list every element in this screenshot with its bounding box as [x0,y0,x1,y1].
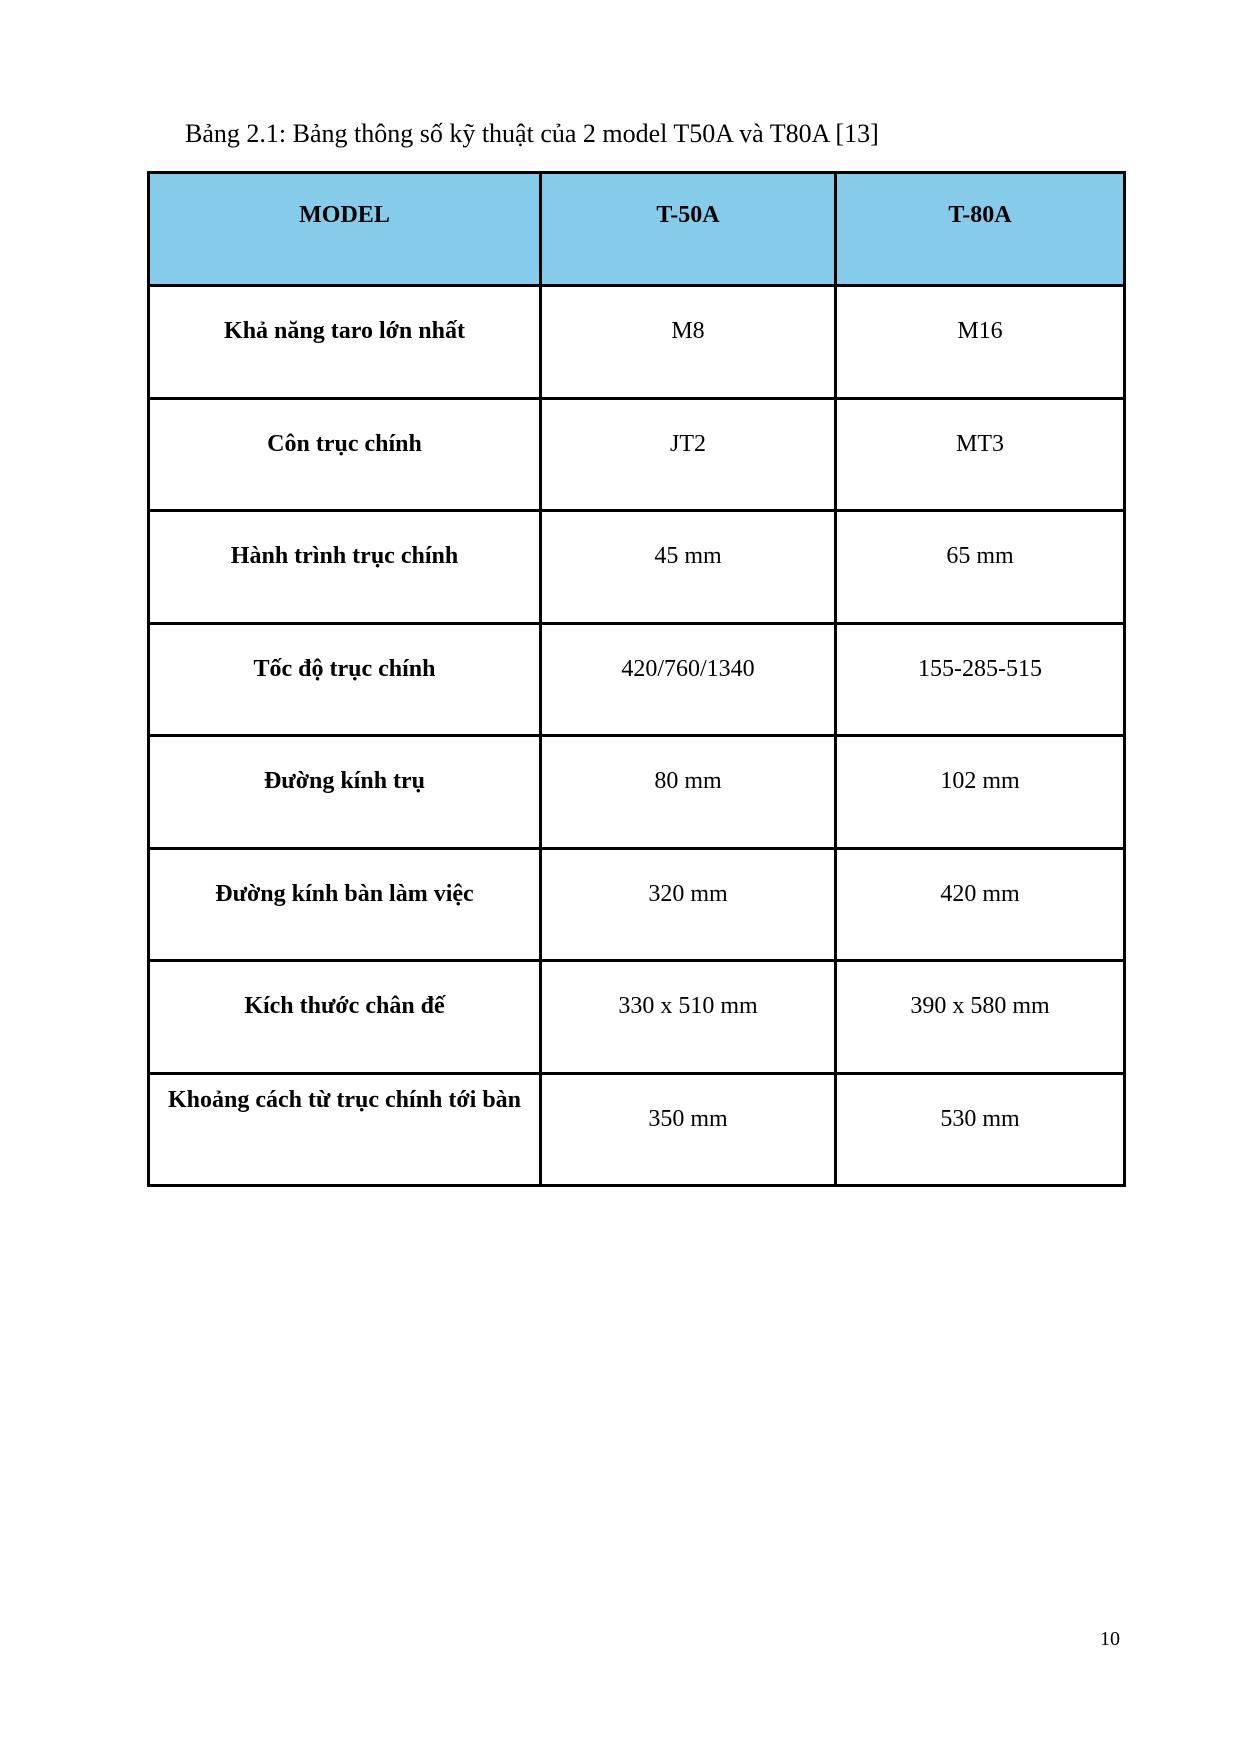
t50a-value: M8 [541,286,836,399]
header-t80a: T-80A [836,173,1125,286]
t80a-value: 420 mm [836,848,1125,961]
t50a-value: 80 mm [541,736,836,849]
t50a-value: 45 mm [541,511,836,624]
t80a-value: 65 mm [836,511,1125,624]
table-row [149,736,1125,849]
row-label: Côn trục chính [149,398,541,511]
t80a-value: 102 mm [836,736,1125,849]
row-label: Đường kính trụ [149,736,541,849]
table-row [149,511,1125,624]
t50a-value: 350 mm [541,1073,836,1186]
t80a-value: 390 x 580 mm [836,961,1125,1074]
header-model: MODEL [149,173,541,286]
table-row [149,1073,1125,1186]
t80a-value: MT3 [836,398,1125,511]
table-row [149,961,1125,1074]
header-t50a: T-50A [541,173,836,286]
row-label: Khoảng cách từ trục chính tới bàn [149,1073,541,1186]
t50a-value: JT2 [541,398,836,511]
t80a-value: 530 mm [836,1073,1125,1186]
t50a-value: 330 x 510 mm [541,961,836,1074]
row-label: Tốc độ trục chính [149,623,541,736]
table-header-row [149,173,1125,286]
row-label: Đường kính bàn làm việc [149,848,541,961]
t80a-value: M16 [836,286,1125,399]
table-row [149,398,1125,511]
table-caption: Bảng 2.1: Bảng thông số kỹ thuật của 2 model T50A và T80A [13] [185,119,879,148]
table-row [149,286,1125,399]
row-label: Kích thước chân đế [149,961,541,1074]
t50a-value: 420/760/1340 [541,623,836,736]
table-row [149,848,1125,961]
t50a-value: 320 mm [541,848,836,961]
t80a-value: 155-285-515 [836,623,1125,736]
spec-table [147,171,1126,1187]
page-number: 10 [1100,1628,1120,1650]
table-row [149,623,1125,736]
row-label: Khả năng taro lớn nhất [149,286,541,399]
row-label: Hành trình trục chính [149,511,541,624]
